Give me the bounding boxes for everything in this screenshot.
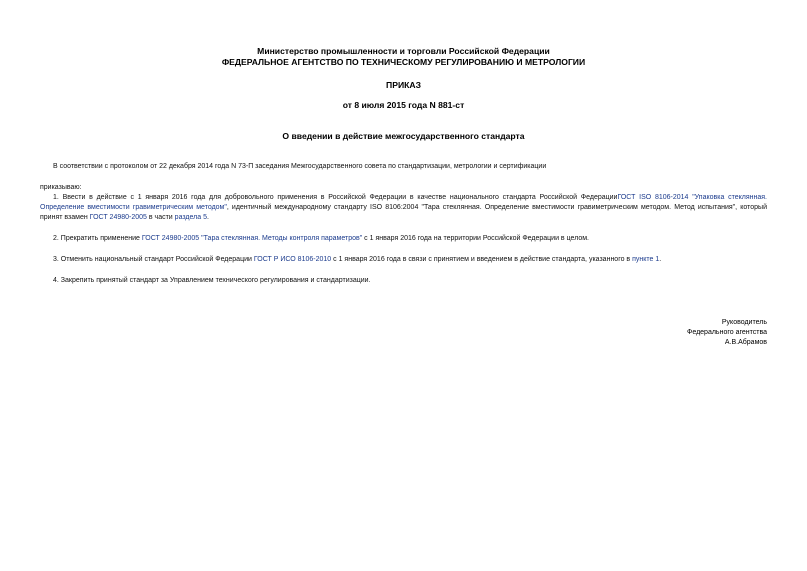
link-gost-24980-2005-item2[interactable]: ГОСТ 24980-2005 xyxy=(141,235,200,242)
doc-subject: О введении в действие межгосударственного стандарта xyxy=(282,131,525,141)
item3-text-b: с 1 января 2016 года в связи с принятием и введением в действие стандарта, указанного в xyxy=(333,256,631,263)
item2-text-b: с 1 января 2016 года на территории Российской Федерации в целом. xyxy=(364,235,590,242)
link-gost-iso-8106-2014[interactable]: ГОСТ ISO 8106-2014 xyxy=(617,194,689,201)
order-item-4: 4. Закрепить принятый стандарт за Управлением технического регулирования и стандартизации. xyxy=(53,277,371,284)
document-header xyxy=(0,46,807,68)
link-clause-1[interactable]: пункте 1 xyxy=(632,256,660,263)
order-item-1 xyxy=(40,193,767,223)
link-gost-24980-2005-title[interactable]: "Тара стеклянная. Методы контроля параметров" xyxy=(201,235,363,242)
link-gost-24980-2005[interactable]: ГОСТ 24980-2005 xyxy=(89,214,147,221)
item3-text-a: 3. Отменить национальный стандарт Российской Федерации xyxy=(53,256,252,263)
item2-text-a: 2. Прекратить применение xyxy=(53,235,140,242)
order-item-2 xyxy=(40,234,767,244)
order-item-3 xyxy=(40,255,767,265)
signature-block xyxy=(687,318,767,348)
ministry-name: Министерство промышленности и торговли Российской Федерации xyxy=(257,46,550,56)
signature-organization: Федерального агентства xyxy=(687,329,767,336)
doc-type: ПРИКАЗ xyxy=(386,80,421,90)
signature-name: А.В.Абрамов xyxy=(724,339,767,346)
item1-text-a: 1. Ввести в действие с 1 января 2016 года для добровольного применения в Российской Федерации в качестве национального стандарта Российской Федерации xyxy=(53,194,618,201)
link-section-5[interactable]: раздела 5 xyxy=(174,214,207,221)
preamble: В соответствии с протоколом от 22 декабря 2014 года N 73-П заседания Межгосударственного совета по стандартизации, метрологии и сертификации xyxy=(53,163,547,170)
link-gost-iso-8106-2014-title[interactable]: "Упаковка стеклянная. Определение вместимости гравиметрическим методом" xyxy=(40,194,767,211)
item3-text-c: . xyxy=(659,256,662,263)
link-gost-r-iso-8106-2010[interactable]: ГОСТ Р ИСО 8106-2010 xyxy=(253,256,332,263)
item1-text-d: . xyxy=(207,214,209,221)
order-word: приказываю: xyxy=(40,184,82,191)
item1-text-c: в части xyxy=(148,214,173,221)
item1-text-b: , идентичный международному стандарту ISO 8106:2004 "Тара стеклянная. Определение вместимости гравиметрическим методом. Метод испытания", который принят взамен xyxy=(40,204,767,221)
signature-title: Руководитель xyxy=(721,319,767,326)
doc-date-number: от 8 июля 2015 года N 881-ст xyxy=(342,100,465,110)
agency-name: ФЕДЕРАЛЬНОЕ АГЕНТСТВО ПО ТЕХНИЧЕСКОМУ РЕГУЛИРОВАНИЮ И МЕТРОЛОГИИ xyxy=(221,57,586,67)
